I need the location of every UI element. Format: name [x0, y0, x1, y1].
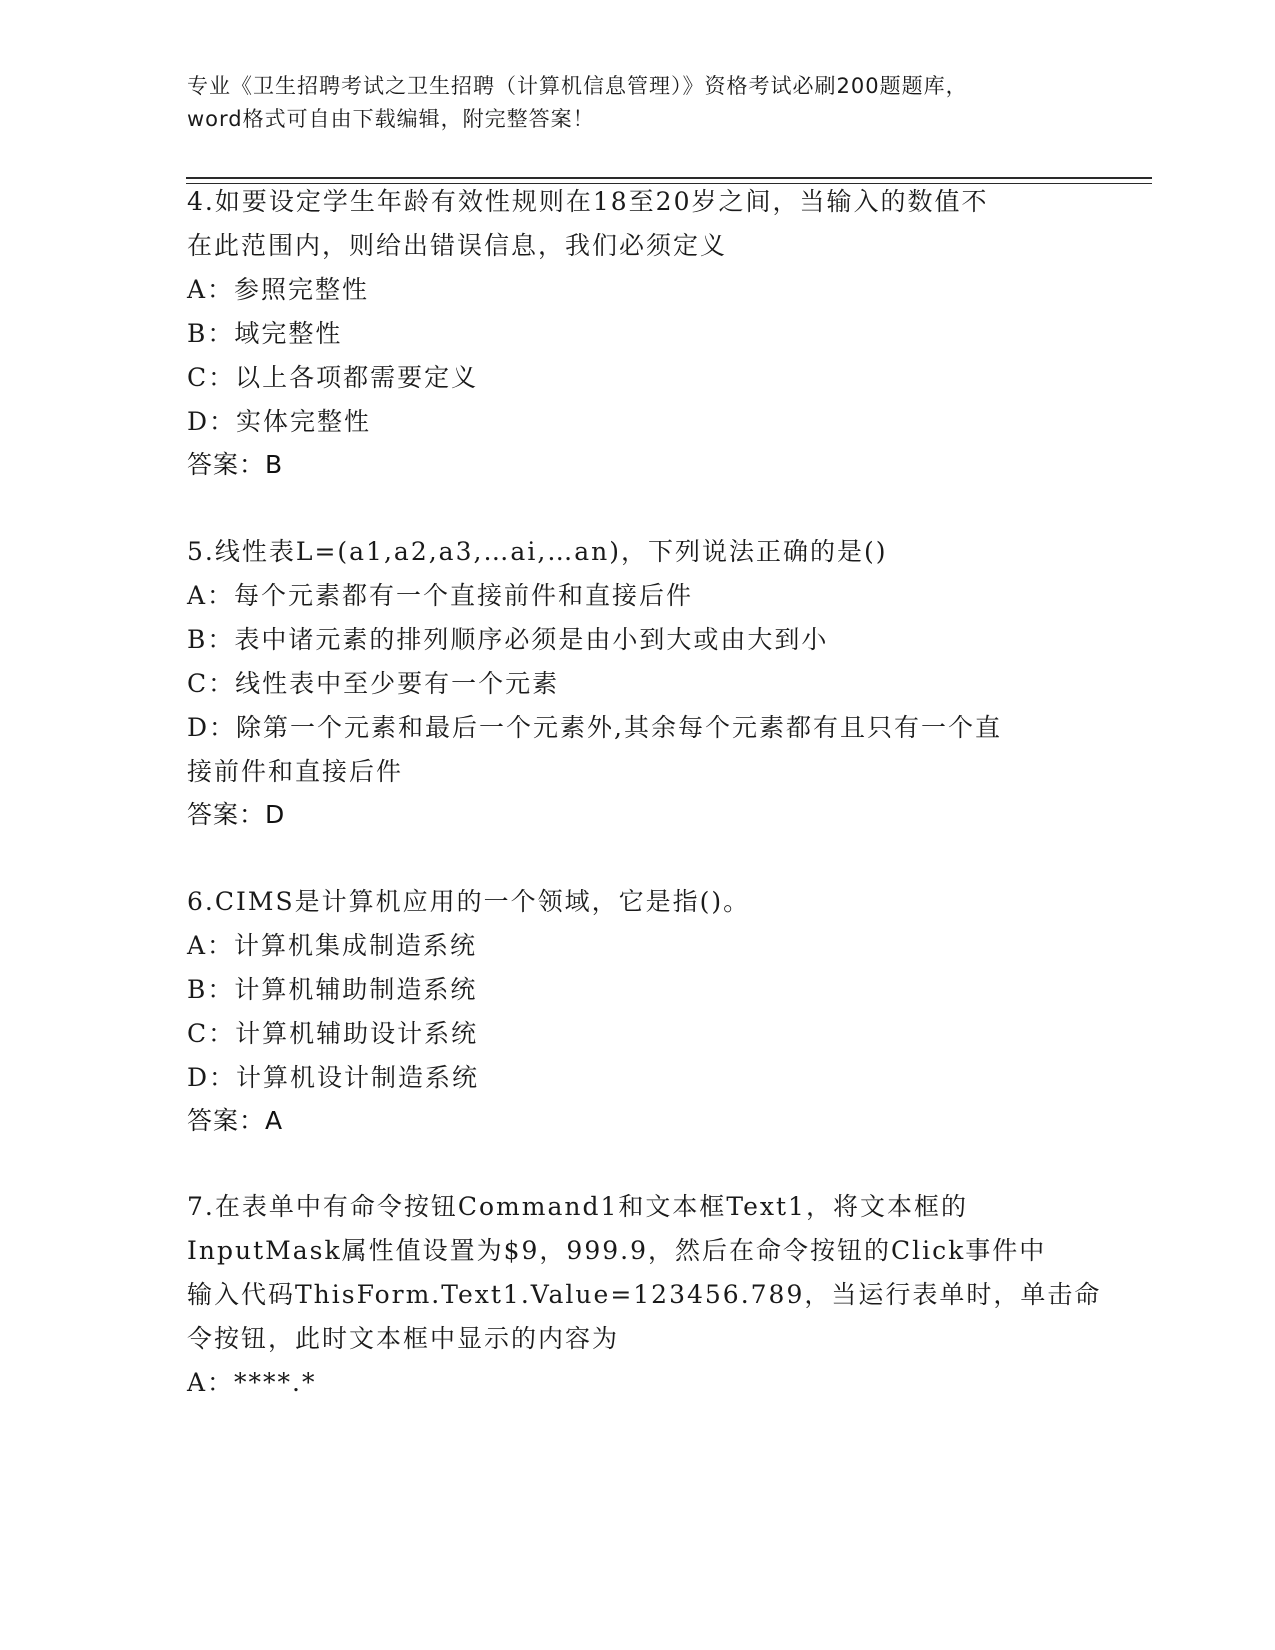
question-4-option-b: B：域完整性 — [187, 319, 343, 348]
question-7-stem-line-1: 7.在表单中有命令按钮Command1和文本框Text1，将文本框的 — [187, 1192, 968, 1221]
header-line-2: word格式可自由下载编辑，附完整答案！ — [187, 107, 595, 131]
question-7-stem-line-3: 输入代码ThisForm.Text1.Value=123456.789，当运行表单时，单击命 — [187, 1280, 1102, 1309]
header-line-1: 专业《卫生招聘考试之卫生招聘（计算机信息管理）》资格考试必刷200题题库， — [187, 74, 968, 98]
question-4-stem-line-1: 4.如要设定学生年龄有效性规则在18至20岁之间，当输入的数值不 — [187, 187, 989, 216]
question-7-option-a: A：****.* — [187, 1368, 317, 1397]
question-7-stem-line-2: InputMask属性值设置为$9，999.9，然后在命令按钮的Click事件中 — [187, 1236, 1047, 1265]
question-5-option-d-line-2: 接前件和直接后件 — [187, 757, 404, 786]
question-6-answer: 答案：A — [187, 1106, 284, 1135]
question-4-stem-line-2: 在此范围内，则给出错误信息，我们必须定义 — [187, 231, 728, 260]
document-header — [187, 70, 1087, 136]
question-6-option-c: C：计算机辅助设计系统 — [187, 1019, 479, 1048]
question-7-stem-line-4: 令按钮，此时文本框中显示的内容为 — [187, 1324, 620, 1353]
question-5-option-b: B：表中诸元素的排列顺序必须是由小到大或由大到小 — [187, 625, 829, 654]
question-5-answer: 答案：D — [187, 800, 286, 829]
question-5-stem-line-1: 5.线性表L=(a1,a2,a3,…ai,…an)，下列说法正确的是() — [187, 537, 888, 566]
question-6-option-d: D：计算机设计制造系统 — [187, 1063, 480, 1092]
question-4-option-a: A：参照完整性 — [187, 275, 370, 304]
question-5-option-c: C：线性表中至少要有一个元素 — [187, 669, 560, 698]
question-6-option-a: A：计算机集成制造系统 — [187, 931, 478, 960]
question-5-option-a: A：每个元素都有一个直接前件和直接后件 — [187, 581, 694, 610]
question-4-option-d: D：实体完整性 — [187, 407, 372, 436]
question-4-option-c: C：以上各项都需要定义 — [187, 363, 479, 392]
question-6-stem-line-1: 6.CIMS是计算机应用的一个领域，它是指()。 — [187, 887, 751, 916]
header-divider-thin — [186, 183, 1152, 184]
header-divider-thick — [186, 177, 1152, 179]
question-5-option-d-line-1: D：除第一个元素和最后一个元素外,其余每个元素都有且只有一个直 — [187, 713, 1002, 742]
question-6-option-b: B：计算机辅助制造系统 — [187, 975, 478, 1004]
question-4-answer: 答案：B — [187, 450, 284, 479]
